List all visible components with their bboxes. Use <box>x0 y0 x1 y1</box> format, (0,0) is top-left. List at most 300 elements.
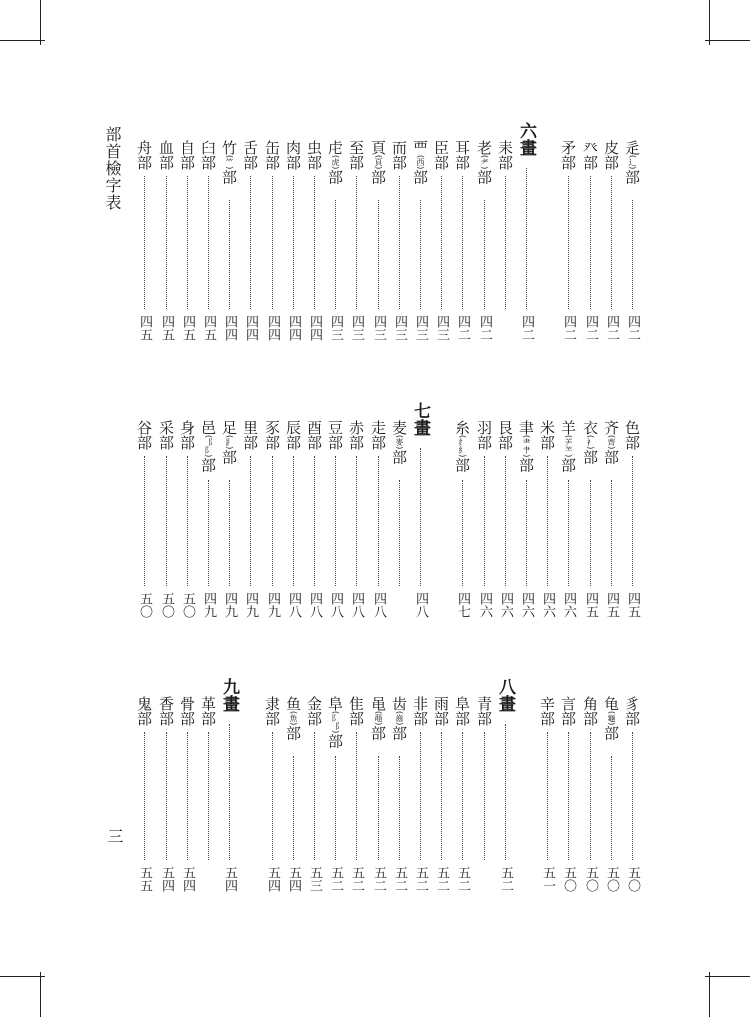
radical-character: 臣 <box>432 140 450 155</box>
dot-leader <box>250 456 251 586</box>
dot-leader <box>590 176 591 309</box>
radical-entry <box>474 140 494 184</box>
page-reference: 五〇 <box>561 866 576 892</box>
dot-leader <box>568 732 569 860</box>
dot-leader <box>399 756 400 860</box>
dot-leader <box>441 176 442 309</box>
radical-entry <box>516 420 536 472</box>
variant-form: (龜) <box>607 711 616 726</box>
page-reference: 四三 <box>371 315 386 341</box>
radical-character: 隹 <box>347 696 365 711</box>
stroke-count-heading: 七畫 <box>410 402 430 436</box>
variant-form: (⺻肀) <box>522 435 531 458</box>
dot-leader <box>547 456 548 586</box>
stroke-count-heading: 六畫 <box>516 122 536 156</box>
radical-character: 艮 <box>496 420 514 435</box>
page-reference: 四八 <box>286 592 301 618</box>
bu-suffix: 部 <box>305 155 323 170</box>
page-reference: 四三 <box>328 315 343 341</box>
radical-entry <box>558 140 578 170</box>
page-reference: 四四 <box>307 315 322 341</box>
page-reference: 五二 <box>328 866 343 892</box>
radical-character: 齐 <box>602 420 620 435</box>
page-reference: 四八 <box>371 592 386 618</box>
bu-suffix: 部 <box>157 155 175 170</box>
bu-suffix: 部 <box>135 155 153 170</box>
bu-suffix: 部 <box>559 155 577 170</box>
radical-character: 虫 <box>305 140 323 155</box>
radical-character: 虍 <box>326 140 344 155</box>
page-reference: 四五 <box>137 315 152 341</box>
radical-character: 言 <box>559 696 577 711</box>
page-reference: 四三 <box>434 315 449 341</box>
bu-suffix: 部 <box>199 155 217 170</box>
radical-entry <box>474 420 494 450</box>
bu-suffix: 部 <box>602 725 620 741</box>
variant-form: (⻖⻏) <box>331 711 340 734</box>
radical-entry <box>368 696 388 740</box>
radical-entry <box>262 420 282 450</box>
radical-entry <box>495 140 515 170</box>
radical-character: 阜 <box>326 696 344 711</box>
bu-suffix: 部 <box>369 435 387 450</box>
page-reference: 四四 <box>243 315 258 341</box>
radical-character: 臼 <box>199 140 217 155</box>
radical-entry <box>177 420 197 450</box>
radical-entry <box>283 420 303 450</box>
radical-entry <box>156 696 176 726</box>
dot-leader <box>293 756 294 860</box>
bu-suffix: 部 <box>581 449 599 465</box>
dot-leader <box>208 176 209 309</box>
dot-leader <box>399 480 400 586</box>
radical-character: 足 <box>220 420 238 435</box>
radical-entry <box>198 140 218 170</box>
bu-suffix: 部 <box>581 711 599 726</box>
dot-leader <box>356 732 357 860</box>
dot-leader <box>484 732 485 860</box>
radical-character: 龟 <box>602 696 620 711</box>
variant-form: (虎) <box>331 155 340 170</box>
radical-character: 麦 <box>390 420 408 435</box>
bu-suffix: 部 <box>581 155 599 170</box>
dot-leader <box>272 176 273 309</box>
bu-suffix: 部 <box>326 733 344 749</box>
page-reference: 四八 <box>328 592 343 618</box>
page-reference: 五〇 <box>625 866 640 892</box>
dot-leader <box>229 200 230 309</box>
page-reference: 四五 <box>604 592 619 618</box>
bu-suffix: 部 <box>178 711 196 726</box>
page-reference: 四六 <box>561 592 576 618</box>
radical-character: 自 <box>178 140 196 155</box>
page-reference: 五四 <box>159 866 174 892</box>
bu-suffix: 部 <box>241 155 259 170</box>
radical-character: 赤 <box>347 420 365 435</box>
bu-suffix: 部 <box>538 435 556 450</box>
bu-suffix: 部 <box>623 435 641 450</box>
radical-character: 缶 <box>263 140 281 155</box>
radical-entry <box>177 696 197 726</box>
bu-suffix: 部 <box>559 457 577 473</box>
variant-form: (纟糹) <box>458 435 467 458</box>
radical-character: 身 <box>178 420 196 435</box>
page-reference: 四九 <box>265 592 280 618</box>
radical-entry <box>262 140 282 170</box>
radical-entry <box>495 420 515 450</box>
page-reference: 四八 <box>349 592 364 618</box>
radical-entry <box>283 140 303 170</box>
radical-entry <box>431 140 451 170</box>
dot-leader <box>505 724 506 860</box>
dot-leader <box>378 200 379 309</box>
variant-form: (⺮) <box>225 155 234 170</box>
radical-entry <box>474 696 494 726</box>
radical-character: 黾 <box>369 696 387 711</box>
dot-leader <box>378 756 379 860</box>
dot-leader <box>462 480 463 586</box>
radical-entry <box>283 696 303 740</box>
page-reference: 四四 <box>286 315 301 341</box>
radical-entry <box>389 420 409 464</box>
page-reference: 四三 <box>392 315 407 341</box>
page-reference: 五〇 <box>583 866 598 892</box>
page-reference: 四二 <box>625 315 640 341</box>
page-reference: 五〇 <box>180 592 195 618</box>
radical-entry <box>368 420 388 450</box>
bu-suffix: 部 <box>157 711 175 726</box>
bu-suffix: 部 <box>602 449 620 465</box>
dot-leader <box>420 448 421 586</box>
page-reference: 四五 <box>625 592 640 618</box>
dot-leader <box>166 176 167 309</box>
radical-character: 豕 <box>263 420 281 435</box>
page-reference: 五二 <box>371 866 386 892</box>
radical-character: 矛 <box>559 140 577 155</box>
dot-leader <box>568 176 569 309</box>
page-reference: 四四 <box>222 315 237 341</box>
dot-leader <box>547 732 548 860</box>
radical-entry <box>346 420 366 450</box>
radical-character: 酉 <box>305 420 323 435</box>
radical-character: 竹 <box>220 140 238 155</box>
page-reference: 四九 <box>222 592 237 618</box>
bu-suffix: 部 <box>453 155 471 170</box>
radical-entry <box>410 696 430 726</box>
radical-character: 聿 <box>517 420 535 435</box>
radical-entry <box>558 696 578 726</box>
page-reference: 四九 <box>243 592 258 618</box>
dot-leader <box>293 456 294 586</box>
radical-entry <box>240 420 260 450</box>
dot-leader <box>335 456 336 586</box>
bu-suffix: 部 <box>496 435 514 450</box>
dot-leader <box>441 732 442 860</box>
radical-character: 骨 <box>178 696 196 711</box>
bu-suffix: 部 <box>347 435 365 450</box>
page-reference: 五三 <box>307 866 322 892</box>
dot-leader <box>590 732 591 860</box>
bu-suffix: 部 <box>199 457 217 473</box>
dot-leader <box>526 480 527 586</box>
radical-character: 肉 <box>284 140 302 155</box>
radical-entry <box>198 420 218 472</box>
dot-leader <box>378 456 379 586</box>
bu-suffix: 部 <box>157 435 175 450</box>
bu-suffix: 部 <box>453 711 471 726</box>
bu-suffix: 部 <box>220 449 238 465</box>
dot-leader <box>187 732 188 860</box>
dot-leader <box>144 456 145 586</box>
bu-suffix: 部 <box>284 155 302 170</box>
radical-character: 阜 <box>453 696 471 711</box>
radical-entry <box>389 140 409 170</box>
bu-suffix: 部 <box>263 711 281 726</box>
radical-character: 角 <box>581 696 599 711</box>
radical-character: 衣 <box>581 420 599 435</box>
radical-entry <box>240 140 260 170</box>
page-reference: 五二 <box>392 866 407 892</box>
bu-suffix: 部 <box>347 155 365 170</box>
radical-entry <box>452 696 472 726</box>
bu-suffix: 部 <box>623 711 641 726</box>
radical-character: 覀 <box>411 140 429 155</box>
radical-entry <box>622 696 642 726</box>
variant-form: (衤) <box>586 435 595 450</box>
radical-character: 辵 <box>623 140 641 155</box>
dot-leader <box>462 176 463 309</box>
page-reference: 四二 <box>561 315 576 341</box>
dot-leader <box>187 456 188 586</box>
radical-character: 癶 <box>581 140 599 155</box>
variant-form: (西) <box>416 155 425 170</box>
dot-leader <box>611 756 612 860</box>
radical-character: 走 <box>369 420 387 435</box>
radical-character: 鬼 <box>135 696 153 711</box>
page-reference: 五二 <box>349 866 364 892</box>
bu-suffix: 部 <box>475 711 493 726</box>
page-reference: 五二 <box>434 866 449 892</box>
bu-suffix: 部 <box>602 155 620 170</box>
radical-entry <box>452 140 472 170</box>
page-reference: 四二 <box>519 315 534 341</box>
radical-character: 豸 <box>623 696 641 711</box>
radical-entry <box>262 696 282 726</box>
radical-character: 舟 <box>135 140 153 155</box>
radical-character: 糸 <box>453 420 471 435</box>
bu-suffix: 部 <box>475 169 493 185</box>
radical-character: 非 <box>411 696 429 711</box>
dot-leader <box>611 176 612 309</box>
bu-suffix: 部 <box>411 169 429 185</box>
radical-entry <box>431 696 451 726</box>
page-reference: 四八 <box>413 592 428 618</box>
radical-character: 老 <box>475 140 493 155</box>
bu-suffix: 部 <box>496 155 514 170</box>
dot-leader <box>632 456 633 586</box>
running-title: 部首檢字表 <box>103 126 122 211</box>
radical-entry <box>304 696 324 726</box>
radical-entry <box>325 140 345 184</box>
variant-form: (⻊) <box>225 435 234 450</box>
page-reference: 五〇 <box>137 592 152 618</box>
page-reference: 四二 <box>477 315 492 341</box>
dot-leader <box>568 480 569 586</box>
dot-leader <box>611 480 612 586</box>
variant-form: (齊) <box>607 435 616 450</box>
radical-character: 齿 <box>390 696 408 711</box>
bu-suffix: 部 <box>369 169 387 185</box>
dot-leader <box>356 456 357 586</box>
variant-form: (耂) <box>480 155 489 170</box>
page-reference: 四二 <box>604 315 619 341</box>
bu-suffix: 部 <box>178 435 196 450</box>
dot-leader <box>420 732 421 860</box>
bu-suffix: 部 <box>305 435 323 450</box>
radical-character: 邑 <box>199 420 217 435</box>
radical-entry <box>580 140 600 170</box>
dot-leader <box>314 456 315 586</box>
radical-entry <box>389 696 409 740</box>
radical-entry <box>622 420 642 450</box>
page-reference: 四九 <box>201 592 216 618</box>
radical-entry <box>156 420 176 450</box>
radical-character: 隶 <box>263 696 281 711</box>
radical-entry <box>346 140 366 170</box>
radical-entry <box>134 420 154 450</box>
radical-character: 羊 <box>559 420 577 435</box>
dot-leader <box>293 176 294 309</box>
page-reference: 五一 <box>540 866 555 892</box>
radical-character: 羽 <box>475 420 493 435</box>
radical-entry <box>537 420 557 450</box>
radical-entry <box>558 420 578 472</box>
page-reference: 五四 <box>265 866 280 892</box>
radical-entry <box>304 420 324 450</box>
page-reference: 五二 <box>455 866 470 892</box>
dot-leader <box>335 200 336 309</box>
dot-leader <box>399 176 400 309</box>
page-reference: 四五 <box>583 592 598 618</box>
bu-suffix: 部 <box>453 457 471 473</box>
radical-character: 鱼 <box>284 696 302 711</box>
dot-leader <box>208 480 209 586</box>
radical-character: 耳 <box>453 140 471 155</box>
radical-character: 耒 <box>496 140 514 155</box>
page-reference: 四六 <box>540 592 555 618</box>
dot-leader <box>314 732 315 860</box>
dot-leader <box>484 456 485 586</box>
page-reference: 四五 <box>180 315 195 341</box>
page-reference: 四二 <box>583 315 598 341</box>
radical-character: 血 <box>157 140 175 155</box>
radical-character: 皮 <box>602 140 620 155</box>
variant-form: (魚) <box>289 711 298 726</box>
radical-entry <box>198 696 218 726</box>
bu-suffix: 部 <box>284 435 302 450</box>
radical-entry <box>537 696 557 726</box>
dot-leader <box>187 176 188 309</box>
dot-leader <box>208 732 209 860</box>
radical-entry <box>219 420 239 464</box>
radical-character: 舌 <box>241 140 259 155</box>
radical-character: 米 <box>538 420 556 435</box>
radical-character: 革 <box>199 696 217 711</box>
radical-entry <box>368 140 388 184</box>
variant-form: (辶) <box>628 155 637 170</box>
dot-leader <box>505 456 506 586</box>
bu-suffix: 部 <box>326 169 344 185</box>
bu-suffix: 部 <box>220 169 238 185</box>
bu-suffix: 部 <box>623 169 641 185</box>
bu-suffix: 部 <box>199 711 217 726</box>
dot-leader <box>335 756 336 860</box>
dot-leader <box>144 732 145 860</box>
radical-entry <box>325 420 345 450</box>
bu-suffix: 部 <box>411 711 429 726</box>
radical-entry <box>304 140 324 170</box>
bu-suffix: 部 <box>263 435 281 450</box>
page-reference: 四五 <box>201 315 216 341</box>
radical-entry <box>580 696 600 726</box>
dot-leader <box>420 200 421 309</box>
radical-character: 辛 <box>538 696 556 711</box>
bu-suffix: 部 <box>390 449 408 465</box>
dot-leader <box>166 732 167 860</box>
radical-entry <box>325 696 345 748</box>
stroke-count-heading: 九畫 <box>219 678 239 712</box>
page-reference: 四八 <box>307 592 322 618</box>
dot-leader <box>590 480 591 586</box>
stroke-count-heading: 八畫 <box>495 678 515 712</box>
page-number: 三 <box>105 828 124 844</box>
dot-leader <box>505 176 506 309</box>
radical-entry <box>452 420 472 472</box>
bu-suffix: 部 <box>390 155 408 170</box>
radical-entry <box>134 140 154 170</box>
variant-form: (麥) <box>395 435 404 450</box>
variant-form: (頁) <box>374 155 383 170</box>
dot-leader <box>314 176 315 309</box>
page-reference: 四二 <box>455 315 470 341</box>
page-reference: 四六 <box>519 592 534 618</box>
radical-entry <box>156 140 176 170</box>
bu-suffix: 部 <box>241 435 259 450</box>
bu-suffix: 部 <box>538 711 556 726</box>
radical-entry <box>580 420 600 464</box>
radical-entry <box>601 696 621 740</box>
variant-form: (黽) <box>374 711 383 726</box>
page-reference: 四三 <box>349 315 364 341</box>
radical-character: 豆 <box>326 420 344 435</box>
bu-suffix: 部 <box>390 725 408 741</box>
dot-leader <box>144 176 145 309</box>
dot-leader <box>356 176 357 309</box>
radical-character: 谷 <box>135 420 153 435</box>
dot-leader <box>272 456 273 586</box>
bu-suffix: 部 <box>559 711 577 726</box>
variant-form: (齒) <box>395 711 404 726</box>
page-reference: 五二 <box>498 866 513 892</box>
page-reference: 四五 <box>159 315 174 341</box>
page-reference: 五五 <box>137 866 152 892</box>
variant-form: (⻏⻖) <box>204 435 213 458</box>
radical-character: 辰 <box>284 420 302 435</box>
radical-entry <box>601 140 621 170</box>
page-reference: 四四 <box>265 315 280 341</box>
page-reference: 五四 <box>222 866 237 892</box>
bu-suffix: 部 <box>305 711 323 726</box>
